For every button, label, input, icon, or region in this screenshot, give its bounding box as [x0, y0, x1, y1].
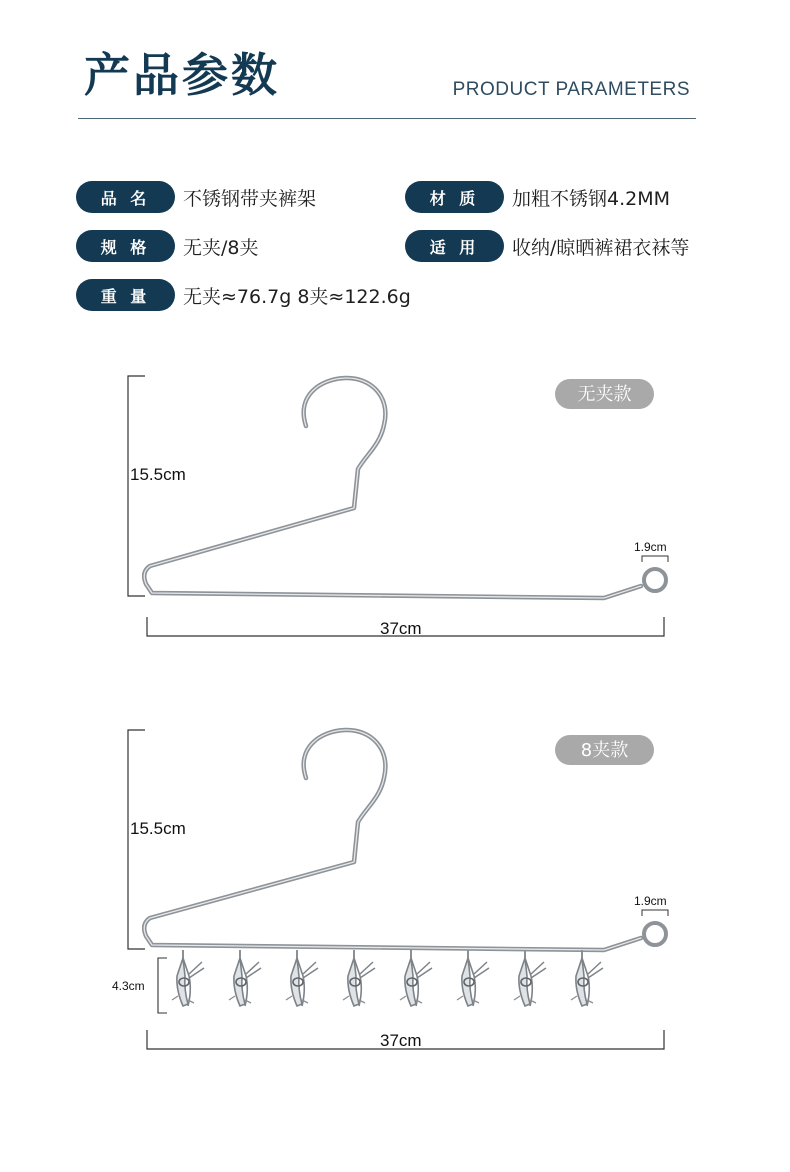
clip-dimension-line	[158, 958, 167, 1013]
clip-label: 4.3cm	[112, 979, 145, 993]
clip-8	[571, 950, 603, 1006]
height-dimension-line	[128, 376, 145, 596]
hanger-wire	[144, 378, 641, 598]
param-label: 重 量	[76, 279, 175, 311]
height-label: 15.5cm	[130, 819, 186, 838]
ring-label: 1.9cm	[634, 540, 667, 554]
param-value: 收纳/晾晒裤裙衣袜等	[512, 236, 690, 259]
page-subtitle: PRODUCT PARAMETERS	[452, 79, 690, 100]
width-label: 37cm	[380, 1031, 422, 1050]
param-value: 无夹≈76.7g 8夹≈122.6g	[183, 285, 411, 308]
param-value: 不锈钢带夹裤架	[183, 187, 317, 210]
param-label: 适 用	[405, 230, 504, 262]
hanger-8-clip-diagram	[112, 730, 668, 1050]
clip-5	[400, 950, 432, 1006]
param-label: 品 名	[76, 181, 175, 213]
height-dimension-line	[128, 730, 145, 949]
height-label: 15.5cm	[130, 465, 186, 484]
param-label: 材 质	[405, 181, 504, 213]
clip-3	[286, 950, 318, 1006]
ring-dimension-line	[642, 556, 668, 562]
ring-dimension-line	[642, 910, 668, 916]
ring-label: 1.9cm	[634, 894, 667, 908]
clip-row	[172, 950, 603, 1006]
variant-badge-label: 8夹款	[580, 740, 629, 761]
hang-ring	[644, 569, 666, 591]
clip-4	[343, 950, 375, 1006]
clip-2	[229, 950, 261, 1006]
clip-1	[172, 950, 204, 1006]
page-title: 产品参数	[84, 48, 280, 102]
variant-badge-label: 无夹款	[577, 384, 632, 405]
param-label: 规 格	[76, 230, 175, 262]
param-value: 无夹/8夹	[183, 236, 259, 259]
hanger-no-clip-diagram	[128, 376, 668, 638]
clip-7	[514, 950, 546, 1006]
width-label: 37cm	[380, 619, 422, 638]
hang-ring	[644, 923, 666, 945]
param-value: 加粗不锈钢4.2MM	[512, 187, 671, 210]
clip-6	[457, 950, 489, 1006]
